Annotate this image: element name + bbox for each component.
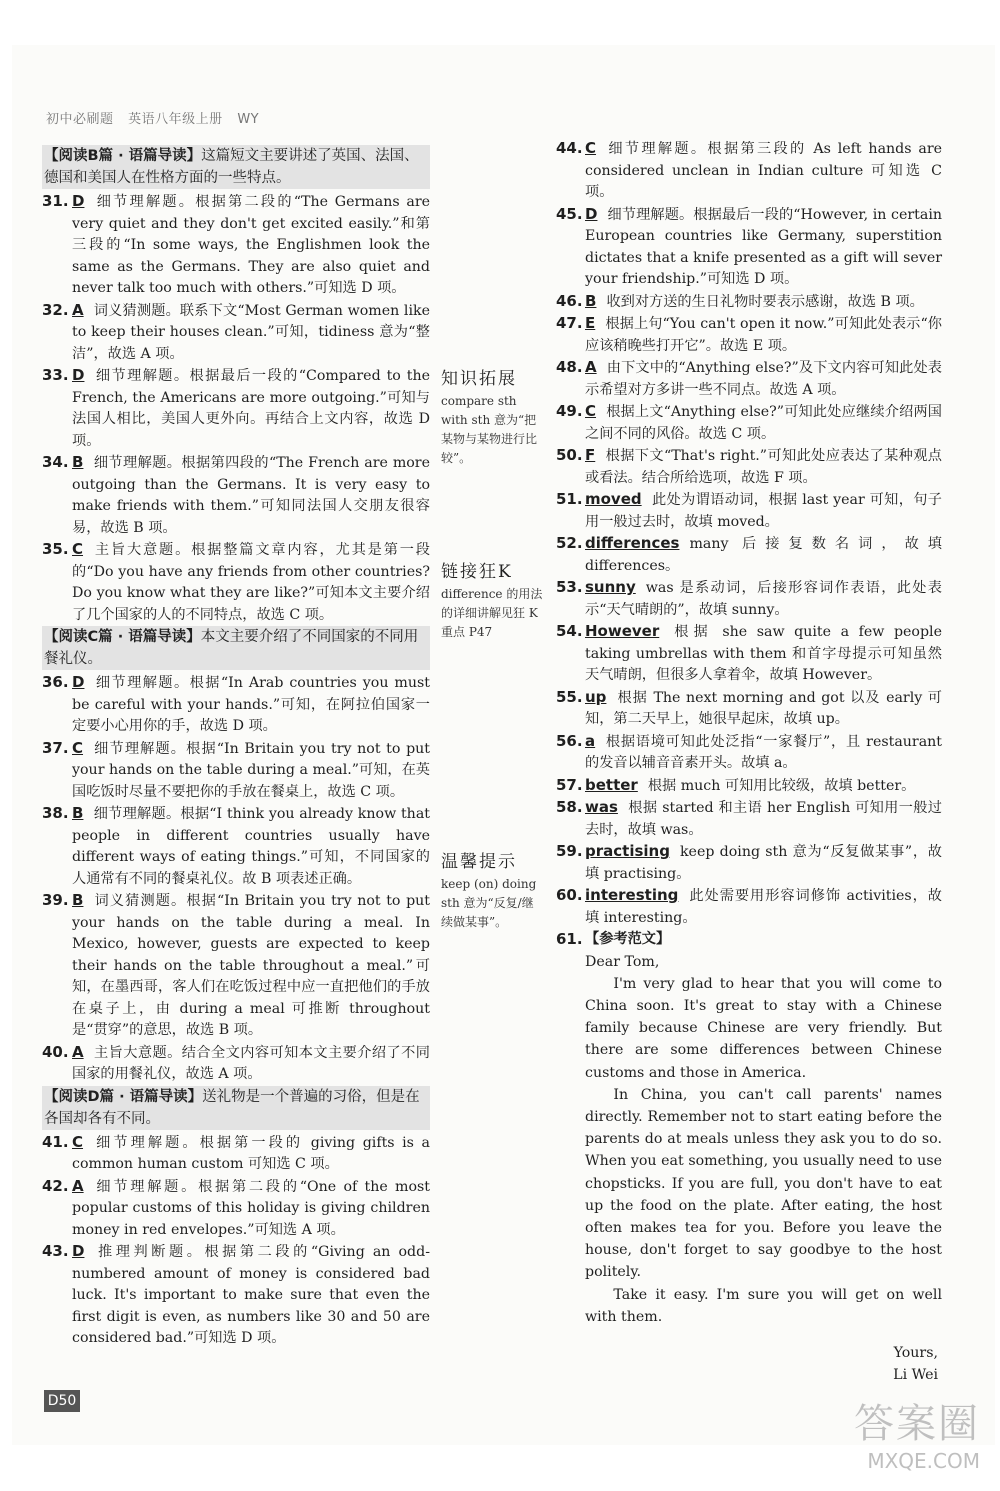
answer-list: [556, 138, 942, 929]
question-number: 32.: [42, 300, 69, 319]
answer-body: [585, 885, 942, 929]
explanation-text: 根据上文“Anything else?”可知此处应继续介绍两国之间不同的风俗。故选 C 项。: [585, 404, 942, 442]
sidebar-note: [441, 853, 545, 932]
answer-body: [585, 797, 942, 841]
answer-key: A: [72, 1176, 84, 1195]
answer-item: [556, 775, 942, 798]
answer-item: [556, 885, 942, 929]
answer-key: better: [585, 775, 638, 794]
question-number: 56.: [556, 731, 583, 750]
explanation-text: 细节理解题。根据“In Britain you try not to put your hands on the table during a meal.”可知，在英国吃饭时尽量不要把你的手放在餐桌上，故选 C 项。: [72, 740, 430, 800]
question-number: 47.: [556, 314, 583, 332]
explanation-text: keep doing sth 意为“反复做某事”，故填 practising。: [585, 844, 942, 882]
question-number: 50.: [556, 446, 583, 464]
answer-item: [42, 1042, 430, 1086]
answer-item: [556, 841, 942, 885]
section-banner: [42, 145, 430, 189]
answer-key: D: [72, 673, 85, 691]
answer-item: [556, 401, 942, 445]
explanation-text: 此处需要用形容词修饰 activities，故填 interesting。: [585, 888, 942, 926]
page-header: [46, 108, 269, 127]
answer-item: [42, 1176, 430, 1242]
essay-paragraph: Take it easy. I'm sure you will get on well with them.: [585, 1286, 942, 1325]
question-number: 52.: [556, 534, 583, 552]
explanation-text: 细节理解题。根据“I think you already know that people in different countries usually have different ways of eating things.”可知，不同国家的人通常有不同的餐桌礼仪。故 B 项表述正确。: [72, 806, 430, 887]
sidebar-text: compare sth with sth 意为“把某物与某物进行比较”。: [441, 394, 538, 465]
essay-label: 【参考范文】: [585, 931, 671, 947]
explanation-text: 主旨大意题。根据整篇文章内容，尤其是第一段的“Do you have any friends from other countries? Do you know what they are like?”可知本文主要介绍了几个国家的人的不同特点，故选 C 项。: [72, 542, 430, 623]
explanation-text: 根据 she saw quite a few people taking umbrellas with them 和首字母提示可知虽然天气晴朗，但很多人拿着伞，故填 However。: [585, 624, 942, 683]
explanation-text: was 是系动词，后接形容词作表语，此处表示“天气晴朗的”，故填 sunny。: [585, 580, 942, 618]
answer-body: [585, 731, 942, 775]
essay-paragraph: In China, you can't call parents' names directly. Remember not to start eating before the parents do at meals unless they ask you to do so. When you eat something, you usually need to use chopsticks. If you are full, you don't have to eat up the food on the plate. After eating, the host often makes tea for you. Before you leave the house, don't forget to say goodbye to the host politely.: [585, 1086, 942, 1281]
answer-body: [585, 204, 942, 291]
essay-item: [556, 929, 942, 951]
explanation-text: 根据语境可知此处泛指“一家餐厅”，且 restaurant 的发音以辅音音素开头。故填 a。: [585, 733, 942, 771]
answer-item: [556, 533, 942, 577]
answer-item: [42, 890, 430, 1042]
explanation-text: 词义猜测题。联系下文“Most German women like to keep their houses clean.”可知，tidiness 意为“整洁”，故选 A 项。: [72, 302, 430, 362]
answer-item: [42, 191, 430, 300]
explanation-text: 细节理解题。根据最后一段的“Compared to the French, the Americans are more outgoing.”可知与法国人相比，美国人更外向。再结合上文内容，故选 D 项。: [72, 368, 430, 449]
answer-key: C: [585, 139, 597, 157]
answer-key: D: [585, 204, 598, 223]
answer-key: A: [72, 300, 84, 319]
question-number: 41.: [42, 1132, 69, 1151]
answer-key: B: [585, 291, 597, 310]
banner-label: 【阅读D篇 · 语篇导读】: [44, 1088, 203, 1105]
edition-name: WY: [237, 112, 260, 127]
answer-body: [72, 890, 430, 1042]
answer-body: [585, 775, 942, 798]
question-number: 37.: [42, 738, 69, 757]
answer-body: [72, 1241, 430, 1350]
answer-item: [42, 452, 430, 539]
question-number: 61.: [556, 930, 583, 948]
answer-key: sunny: [585, 578, 636, 596]
explanation-text: 由下文中的“Anything else?”及下文内容可知此处表示希望对方多讲一些不同点。故选 A 项。: [585, 360, 942, 398]
answer-body: [72, 803, 430, 890]
answer-body: [585, 138, 942, 204]
left-column: [42, 145, 430, 1350]
question-number: 43.: [42, 1242, 69, 1260]
sidebar-text: difference 的用法的详细讲解见狂 K 重点 P47: [441, 587, 543, 639]
sidebar-note: [441, 563, 545, 642]
answer-key: D: [72, 1242, 85, 1260]
answer-body: [585, 291, 942, 314]
explanation-text: 细节理解题。根据第二段的“The Germans are very quiet and they don't get excited easily.”和第三段的“In some ways, the Englishmen look the same as the Germans. They are also quiet and never talk too much with others.”可知选 D 项。: [72, 194, 430, 296]
answer-item: [556, 731, 942, 775]
banner-label: 【阅读C篇 · 语篇导读】: [44, 629, 201, 645]
watermark-logo: [854, 1392, 980, 1473]
answer-item: [42, 539, 430, 626]
question-number: 33.: [42, 366, 69, 384]
question-number: 35.: [42, 540, 69, 558]
answer-key: A: [72, 1042, 84, 1061]
answer-key: D: [72, 366, 85, 384]
answer-body: [585, 445, 942, 489]
question-number: 60.: [556, 886, 583, 904]
explanation-text: 细节理解题。根据第三段的 As left hands are considered unclean in Indian culture 可知选 C 项。: [585, 141, 942, 200]
subject-name: 英语八年级上册: [128, 112, 223, 127]
banner-label: 【阅读B篇 · 语篇导读】: [44, 148, 202, 164]
explanation-text: 根据 started 和主语 her English 可知用一般过去时，故填 was。: [585, 800, 942, 838]
question-number: 54.: [556, 622, 583, 640]
sidebar-title: 温馨提示: [441, 852, 517, 872]
answer-item: [42, 738, 430, 804]
question-number: 42.: [42, 1176, 69, 1195]
answer-item: [556, 445, 942, 489]
answer-key: differences: [585, 534, 680, 552]
explanation-text: 细节理解题。根据“In Arab countries you must be careful with your hands.”可知，在阿拉伯国家一定要小心用你的手，故选 D 项。: [72, 675, 430, 734]
question-number: 34.: [42, 453, 69, 471]
answer-key: a: [585, 731, 596, 750]
answer-key: C: [72, 1132, 84, 1151]
answer-key: B: [72, 891, 84, 909]
answer-body: [585, 313, 942, 357]
answer-body: [585, 577, 942, 621]
answer-key: E: [585, 314, 596, 332]
question-number: 57.: [556, 775, 583, 794]
answer-key: A: [585, 358, 597, 376]
question-number: 58.: [556, 798, 583, 816]
explanation-text: 收到对方送的生日礼物时要表示感谢，故选 B 项。: [606, 293, 924, 310]
answer-item: [556, 797, 942, 841]
question-number: 48.: [556, 358, 583, 376]
question-number: 36.: [42, 673, 69, 691]
answer-key: B: [72, 453, 84, 471]
question-number: 31.: [42, 192, 69, 210]
answer-item: [556, 138, 942, 204]
answer-key: C: [72, 738, 84, 757]
question-number: 49.: [556, 402, 583, 420]
essay-salutation: Dear Tom,: [585, 953, 660, 970]
page-number: D50: [44, 1390, 80, 1412]
answer-body: [72, 191, 430, 300]
question-number: 38.: [42, 804, 69, 822]
banner-text: 本文主要介绍了不同国家的不同用餐礼仪。: [44, 629, 419, 667]
answer-item: [556, 357, 942, 401]
explanation-text: 根据上句“You can't open it now.”可知此处表示“你应该稍晚些打开它”。故选 E 项。: [585, 316, 942, 354]
answer-key: D: [72, 192, 85, 210]
explanation-text: 推理判断题。根据第二段的“Giving an odd-numbered amount of money is considered bad luck. It's important to make sure that even the first digit is even, as numbers like 30 and 50 are considered bad.”可知选 D 项。: [72, 1244, 430, 1346]
answer-key: However: [585, 622, 660, 640]
explanation-text: 细节理解题。根据第一段的 giving gifts is a common human custom 可知选 C 项。: [72, 1134, 430, 1172]
explanation-text: 此处为谓语动词，根据 last year 可知，句子用一般过去时，故填 moved。: [585, 492, 942, 530]
answer-body: [72, 672, 430, 738]
watermark-url: MXQE.COM: [867, 1449, 980, 1473]
answer-body: [585, 841, 942, 885]
answer-key: moved: [585, 490, 642, 508]
answer-key: C: [585, 402, 597, 420]
explanation-text: 细节理解题。根据第二段的“One of the most popular customs of this holiday is giving children money in red envelopes.”可知选 A 项。: [72, 1178, 430, 1238]
answer-key: practising: [585, 842, 670, 860]
question-number: 44.: [556, 139, 583, 157]
answer-body: [72, 539, 430, 626]
answer-item: [42, 1132, 430, 1176]
answer-item: [42, 1241, 430, 1350]
banner-text: 送礼物是一个普遍的习俗，但是在各国却各有不同。: [44, 1088, 420, 1127]
answer-body: [585, 621, 942, 687]
answer-body: [72, 1176, 430, 1242]
explanation-text: 词义猜测题。根据“In Britain you try not to put your hands on the table during a meal. In Mexico, however, guests are expected to keep their hands on the table throughout a meal.”可知，在墨西哥，客人们在吃饭过程中应一直把他们的手放在桌子上，由 during a meal 可推断 throughout 是“贯穿”的意思，故选 B 项。: [72, 893, 430, 1038]
answer-body: [585, 533, 942, 577]
sidebar-title: 知识拓展: [441, 369, 517, 389]
section-banner: [42, 1086, 430, 1130]
answer-key: was: [585, 798, 618, 816]
essay-paragraph: I'm very glad to hear that you will come to China soon. It's great to stay with a Chinese family because Chinese are very friendly. But there are some differences between Chinese customs and those in America.: [585, 975, 942, 1081]
question-number: 40.: [42, 1042, 69, 1061]
answer-item: [556, 204, 942, 291]
question-number: 59.: [556, 842, 583, 860]
answer-key: interesting: [585, 886, 679, 904]
sidebar-title: 链接狂K: [441, 562, 513, 582]
explanation-text: 细节理解题。根据最后一段的“However, in certain European countries like Germany, superstition dictates that a knife presented as a gift will sever your friendship.”可知选 D 项。: [585, 206, 942, 287]
question-number: 53.: [556, 578, 583, 596]
question-number: 55.: [556, 687, 583, 706]
answer-item: [556, 687, 942, 731]
answer-item: [556, 313, 942, 357]
answer-key: F: [585, 446, 596, 464]
answer-item: [42, 803, 430, 890]
answer-body: [72, 738, 430, 804]
essay-closing: Yours,: [893, 1344, 938, 1361]
explanation-text: 根据 The next morning and got 以及 early 可知，第二天早上，她很早起床，故填 up。: [585, 689, 942, 727]
answer-body: [585, 489, 942, 533]
essay-signature: Li Wei: [893, 1367, 938, 1384]
answer-body: [585, 357, 942, 401]
model-essay: [585, 951, 942, 1387]
sidebar-note: [441, 370, 545, 468]
question-number: 51.: [556, 490, 583, 508]
answer-body: [72, 452, 430, 539]
explanation-text: 根据 much 可知用比较级，故填 better。: [647, 777, 916, 794]
answer-key: C: [72, 540, 84, 558]
answer-item: [556, 291, 942, 314]
explanation-text: 根据下文“That's right.”可知此处应表达了某种观点或看法。结合所给选项，故选 F 项。: [585, 448, 942, 486]
answer-body: [72, 1042, 430, 1086]
explanation-text: 细节理解题。根据第四段的“The French are more outgoing than the Germans. It is very easy to make friends with them.”可知同法国人交朋友很容易，故选 B 项。: [72, 455, 430, 536]
answer-body: [585, 687, 942, 731]
right-column: [556, 138, 942, 1386]
answer-item: [42, 365, 430, 452]
answer-item: [42, 672, 430, 738]
answer-body: [585, 401, 942, 445]
answer-item: [556, 621, 942, 687]
answer-body: [72, 300, 430, 366]
answer-item: [42, 300, 430, 366]
banner-text: 这篇短文主要讲述了英国、法国、德国和美国人在性格方面的一些特点。: [44, 148, 419, 186]
answer-body: [72, 365, 430, 452]
question-number: 45.: [556, 204, 583, 223]
explanation-text: 主旨大意题。结合全文内容可知本文主要介绍了不同国家的用餐礼仪，故选 A 项。: [72, 1044, 430, 1082]
answer-key: B: [72, 804, 84, 822]
question-number: 39.: [42, 891, 69, 909]
section-banner: [42, 626, 430, 670]
watermark-main: 答案圈: [854, 1401, 980, 1447]
question-number: 46.: [556, 291, 583, 310]
answer-item: [556, 489, 942, 533]
answer-key: up: [585, 687, 607, 706]
answer-body: [72, 1132, 430, 1176]
series-name: 初中必刷题: [46, 112, 114, 127]
answer-item: [556, 577, 942, 621]
sidebar-text: keep (on) doing sth 意为“反复/继续做某事”。: [441, 877, 537, 929]
explanation-text: many 后接复数名词，故填 differences。: [585, 536, 942, 574]
